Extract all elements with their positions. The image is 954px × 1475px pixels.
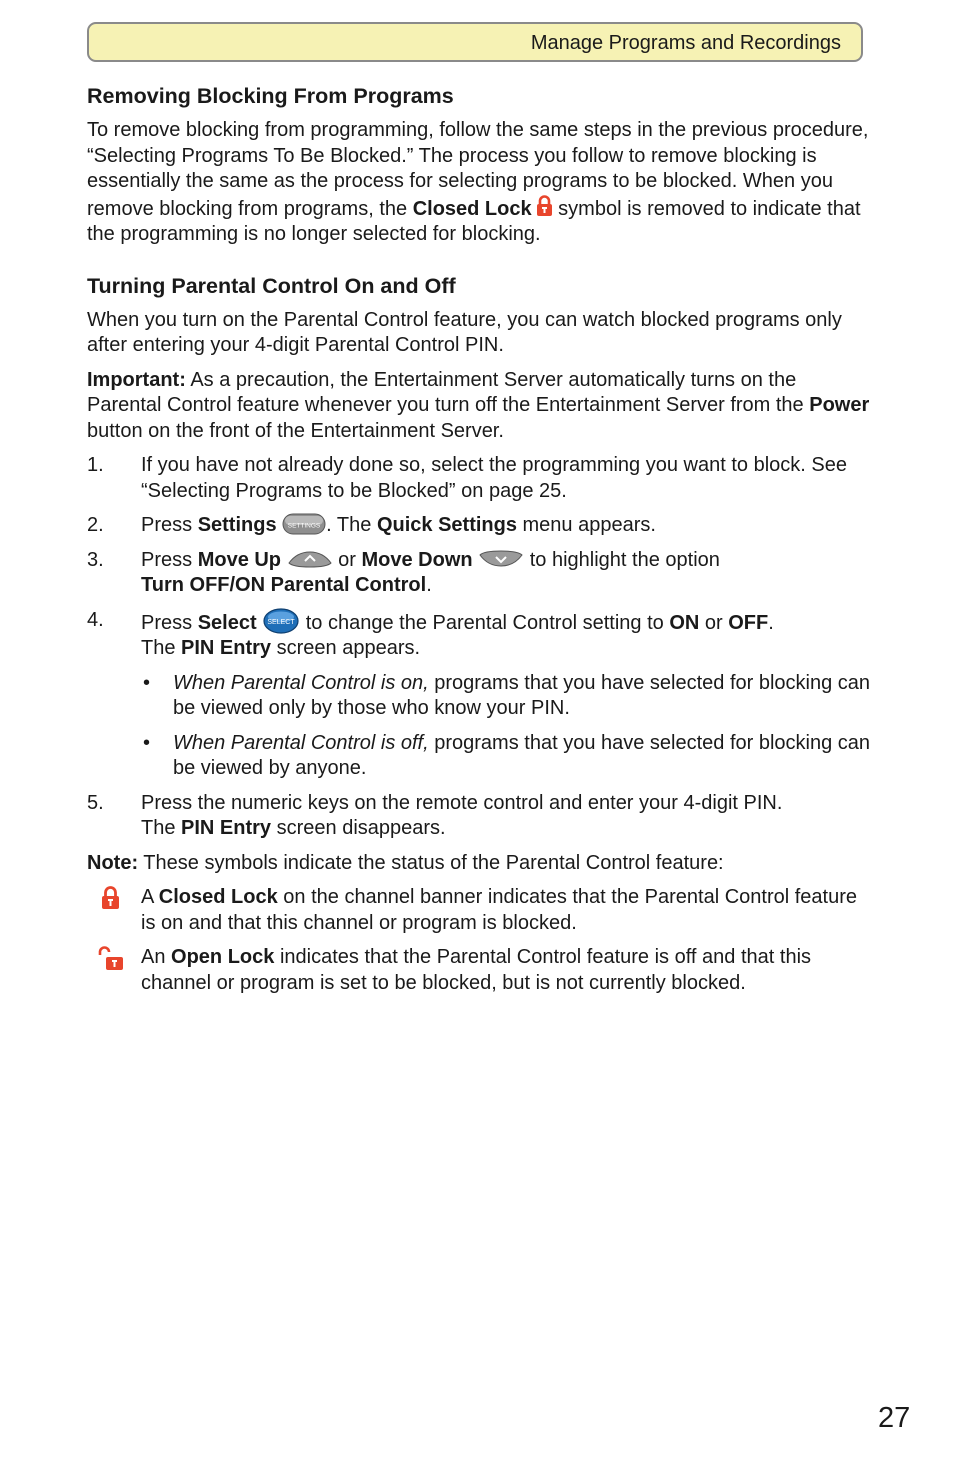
step-number: 5. [87, 791, 104, 814]
bullet-parental-off: • When Parental Control is off, programs that you have selected for blocking can be viewed by anyone. [143, 731, 871, 779]
step-3: 3. Press Move Up or Move Down to highlight the option Turn OFF/ON Parental Control. [87, 548, 720, 596]
important-paragraph: Important: As a precaution, the Entertainment Server automatically turns on the Parental Control feature whenever you turn off the Entertainment Server from the Power button on the front of the Entertainment Server. [87, 368, 870, 442]
select-button-icon [262, 608, 300, 634]
step-4: 4. Press Select SELECT to change the Parental Control setting to ON or OFF. The PIN Entry screen appears. • When Parental Control is on, programs that you have selected for blocking can be viewed only by those who know your PIN. • When Parental Control is off, programs that you have selected for blocking can be viewed by anyone. [87, 608, 872, 782]
page-content [87, 82, 872, 996]
open-lock-icon [97, 946, 125, 972]
step-number: 2. [87, 514, 104, 536]
option-name: Turn OFF/ON Parental Control [141, 574, 427, 596]
bullet-mark: • [143, 731, 151, 754]
step-5: 5. Press the numeric keys on the remote control and enter your 4-digit PIN. The PIN Entry screen disappears. [87, 791, 783, 839]
step-text: If you have not already done so, select the programming you want to block. See “Selecting Programs to be Blocked” on page 25. [141, 454, 847, 502]
step-number: 4. [87, 608, 104, 631]
section-heading-parental-control: Turning Parental Control On and Off [87, 273, 456, 298]
note-closed-lock: A Closed Lock on the channel banner indicates that the Parental Control feature is on and that this channel or program is blocked. [87, 885, 872, 936]
step-number: 3. [87, 548, 104, 571]
header-title: Manage Programs and Recordings [530, 32, 841, 54]
closed-lock-icon [536, 195, 553, 217]
running-header [87, 22, 863, 62]
section2-intro: When you turn on the Parental Control feature, you can watch blocked programs only after entering your 4-digit Parental Control PIN. [87, 308, 842, 356]
section-heading-removing-blocking: Removing Blocking From Programs [87, 84, 454, 108]
move-down-button-icon [478, 549, 524, 569]
bullet-mark: • [143, 671, 151, 694]
step-1 [87, 453, 872, 504]
section1-paragraph: To remove blocking from programming, follow the same steps in the previous procedure, “Selecting Programs To Be Blocked.” The process you follow to remove blocking is essentially the same as the process for selecting programs to be blocked. When you remove blocking from programs, the Closed Lock symbol is removed to indicate that the programming is no longer selected for blocking. [87, 119, 869, 245]
step-2: 2. Press Settings SETTINGS . The Quick Settings menu appears. [87, 513, 872, 539]
page-number: 27 [878, 1402, 911, 1434]
svg-text:SETTINGS: SETTINGS [287, 522, 321, 530]
note-paragraph: Note: These symbols indicate the status of the Parental Control feature: [87, 851, 724, 874]
note-open-lock: An Open Lock indicates that the Parental Control feature is off and that this channel or program is set to be blocked, but is not currently blocked. [87, 945, 872, 996]
settings-button-icon [282, 513, 326, 535]
move-up-button-icon [287, 549, 333, 569]
svg-text:SELECT: SELECT [267, 618, 295, 626]
closed-lock-term: Closed Lock [412, 197, 532, 220]
step-number: 1. [87, 454, 104, 476]
closed-lock-icon [101, 886, 120, 910]
bullet-parental-on: • When Parental Control is on, programs that you have selected for blocking can be viewed only by those who know your PIN. [143, 671, 871, 719]
